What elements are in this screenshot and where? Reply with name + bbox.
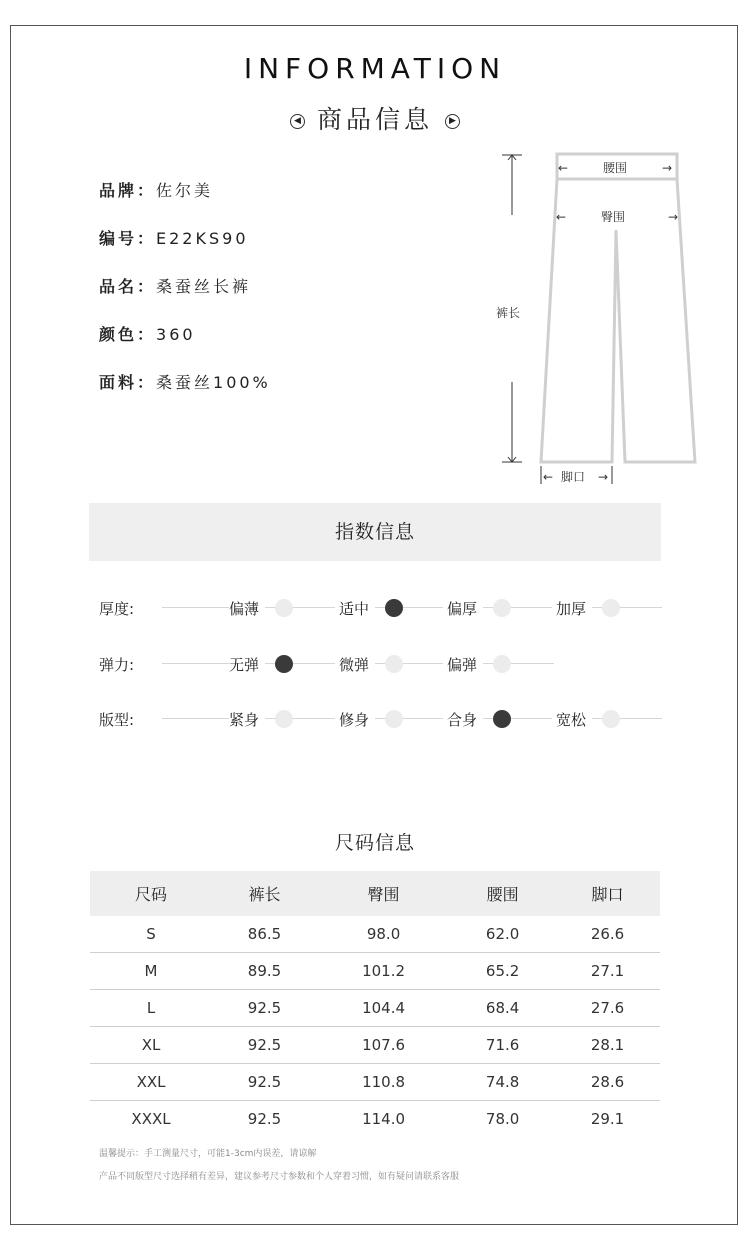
index-option: 加厚 — [552, 598, 592, 619]
index-label: 版型: — [99, 711, 135, 729]
info-key: 颜色： — [99, 325, 157, 344]
index-option: 合身 — [443, 709, 483, 730]
table-cell: XXXL — [131, 1110, 171, 1128]
table-cell: 62.0 — [450, 916, 555, 953]
arrow-right-icon: → — [662, 161, 673, 175]
index-dot-selected — [385, 599, 403, 617]
info-key: 品牌： — [99, 181, 157, 200]
table-cell: 71.6 — [450, 1027, 555, 1064]
page-title: INFORMATION — [243, 52, 507, 85]
subtitle-text: 商品信息 — [316, 105, 433, 134]
arrow-right-icon: ▶ — [445, 114, 460, 129]
diagram-length-label: 裤长 — [496, 306, 521, 320]
table-header-row — [90, 871, 660, 916]
table-cell: 28.1 — [555, 1027, 660, 1064]
pants-outline — [541, 154, 695, 462]
index-label: 厚度: — [99, 600, 135, 618]
index-dot — [385, 655, 403, 673]
table-cell: 92.5 — [212, 1027, 317, 1064]
table-row — [90, 1101, 660, 1138]
table-cell: 98.0 — [317, 916, 450, 953]
table-cell: 28.6 — [555, 1064, 660, 1101]
table-row — [90, 1064, 660, 1101]
index-dot — [385, 710, 403, 728]
table-cell: M — [90, 953, 212, 990]
table-cell: 27.1 — [555, 953, 660, 990]
size-table — [90, 871, 660, 1137]
table-cell: 65.2 — [450, 953, 555, 990]
column-header: 尺码 — [90, 871, 212, 916]
table-row — [90, 990, 660, 1027]
arrow-left-icon: ← — [558, 161, 569, 175]
table-cell: L — [90, 990, 212, 1027]
info-key: 编号： — [99, 229, 157, 248]
table-cell: 92.5 — [212, 990, 317, 1027]
diagram-hip-label: 臀围 — [601, 210, 626, 224]
info-brand — [99, 178, 213, 201]
table-cell: XXL — [90, 1064, 212, 1101]
index-option: 微弹 — [335, 654, 375, 675]
table-cell: 74.8 — [450, 1064, 555, 1101]
index-option: 适中 — [335, 598, 375, 619]
note-measurement: 温馨提示：手工测量尺寸，可能1-3cm内误差，请谅解 — [99, 1149, 317, 1159]
table-cell: 68.4 — [450, 990, 555, 1027]
index-label: 弹力: — [99, 656, 135, 674]
table-cell: 110.8 — [317, 1064, 450, 1101]
table-cell: 92.5 — [212, 1064, 317, 1101]
column-header: 脚口 — [555, 871, 660, 916]
index-dot — [275, 710, 293, 728]
index-option: 紧身 — [229, 709, 265, 730]
index-row-elasticity — [99, 654, 669, 674]
diagram-waist-label: 腰围 — [603, 161, 628, 175]
info-key: 面料： — [99, 373, 157, 392]
index-row-fit — [99, 709, 669, 729]
table-cell: 78.0 — [485, 1110, 520, 1128]
table-row — [90, 1027, 660, 1064]
table-cell: 114.0 — [362, 1110, 406, 1128]
index-option: 偏弹 — [443, 654, 483, 675]
table-row — [90, 916, 660, 953]
index-section-title: 指数信息 — [89, 503, 661, 561]
info-key: 品名： — [99, 277, 157, 296]
index-dot — [275, 599, 293, 617]
index-dot-selected — [275, 655, 293, 673]
index-option: 偏薄 — [229, 598, 265, 619]
info-name — [99, 274, 251, 297]
arrow-left-icon: ← — [556, 210, 567, 224]
index-dot — [602, 710, 620, 728]
column-header: 裤长 — [212, 871, 317, 916]
table-cell: 101.2 — [317, 953, 450, 990]
info-value: 佐尔美 — [156, 181, 214, 200]
arrow-right-icon: → — [598, 470, 609, 484]
table-cell: 89.5 — [212, 953, 317, 990]
arrow-left-icon: ◀ — [290, 114, 305, 129]
table-cell: 104.4 — [317, 990, 450, 1027]
info-value: 桑蚕丝100% — [156, 373, 271, 392]
column-header: 臀围 — [317, 871, 450, 916]
arrow-left-icon: ← — [543, 470, 554, 484]
table-cell: 27.6 — [555, 990, 660, 1027]
index-option: 偏厚 — [443, 598, 483, 619]
index-dot — [493, 599, 511, 617]
table-cell: S — [90, 916, 212, 953]
table-cell: 107.6 — [317, 1027, 450, 1064]
info-code — [99, 226, 249, 249]
index-option: 修身 — [335, 709, 375, 730]
table-cell: 26.6 — [555, 916, 660, 953]
index-dot — [493, 655, 511, 673]
arrow-right-icon: → — [668, 210, 679, 224]
index-option: 无弹 — [229, 654, 265, 675]
info-fabric — [99, 370, 271, 393]
info-value: 360 — [156, 325, 196, 344]
table-cell: 92.5 — [247, 1110, 282, 1128]
page-subtitle — [0, 100, 750, 136]
column-header: 腰围 — [450, 871, 555, 916]
index-row-thickness — [99, 598, 669, 618]
index-dot-selected — [493, 710, 511, 728]
diagram-hem-label: 脚口 — [561, 470, 586, 484]
table-cell: 29.1 — [590, 1110, 625, 1128]
table-cell: XL — [90, 1027, 212, 1064]
info-value: E22KS90 — [156, 229, 249, 248]
info-value: 桑蚕丝长裤 — [156, 277, 252, 296]
pants-size-diagram — [490, 150, 705, 490]
table-row — [90, 953, 660, 990]
index-dot — [602, 599, 620, 617]
note-fit-advice: 产品不同版型尺寸选择稍有差异，建议参考尺寸参数和个人穿着习惯，如有疑问请联系客服 — [99, 1172, 460, 1182]
size-section-title: 尺码信息 — [334, 832, 415, 854]
table-cell: 86.5 — [212, 916, 317, 953]
index-option: 宽松 — [552, 709, 592, 730]
info-color — [99, 322, 196, 345]
